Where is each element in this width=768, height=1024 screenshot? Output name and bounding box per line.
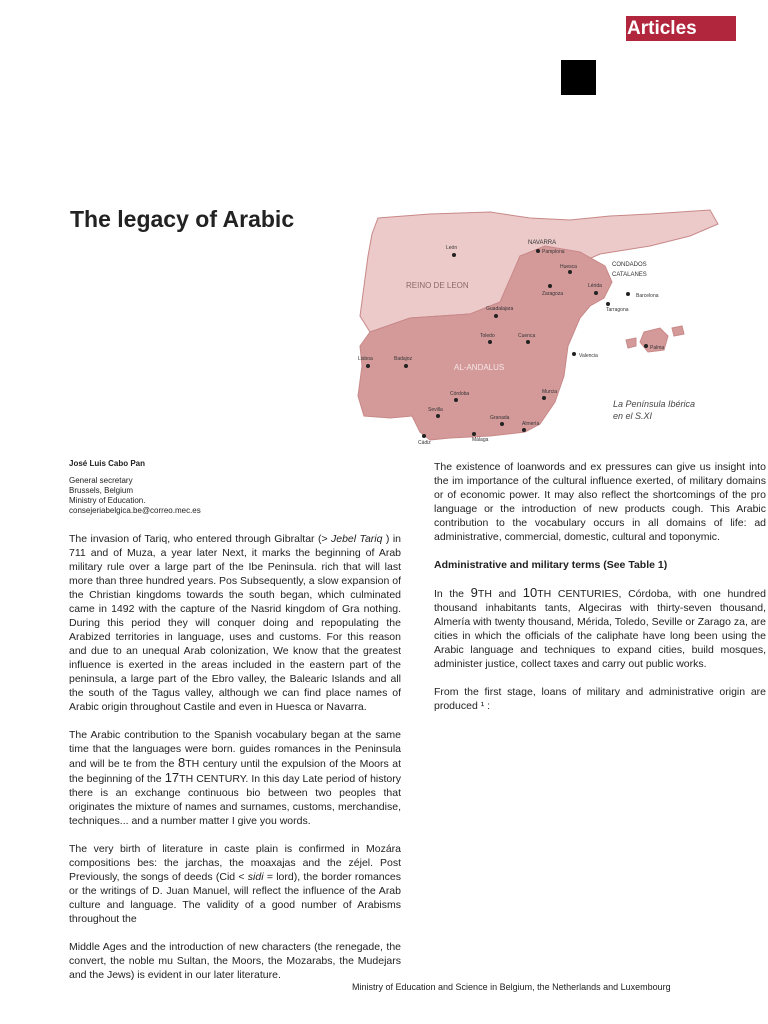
right-column [434, 460, 766, 727]
page-footer: Ministry of Education and Science in Belgium, the Netherlands and Luxembourg [352, 982, 671, 992]
article-title: The legacy of Arabic [70, 206, 295, 232]
left-column [69, 532, 401, 996]
paragraph: In the 9TH and 10TH CENTURIES, Córdoba, with one hundred thousand inhabitants tants, Algeciras with thirty-seven thousand, Almería with twenty thousand, Mérida, Toledo, Seville or Zarago za, are cities in which the officials of the caliphate have long been using the Arabic language and techniques to expand cities, build mosques, administer justice, collect taxes and carry out public works. [434, 585, 766, 670]
city-valencia [572, 352, 598, 359]
svg-text:Sevilla: Sevilla [428, 407, 443, 413]
svg-text:Murcia: Murcia [542, 389, 558, 395]
author-email: consejeriabelgica.be@correo.mec.es [69, 506, 201, 515]
svg-text:Badajoz: Badajoz [394, 356, 413, 362]
svg-text:Almería: Almería [522, 421, 540, 427]
city-almeria [522, 421, 539, 432]
svg-text:Málaga: Málaga [472, 437, 489, 443]
paragraph: From the first stage, loans of military and administrative origin are produced ¹ : [434, 686, 766, 712]
svg-text:Lérida: Lérida [588, 283, 602, 289]
region-label-leon: REINO DE LEON [406, 281, 469, 290]
author-block [69, 459, 201, 516]
paragraph: The existence of loanwords and ex pressures can give us insight into the im importance of the cultural influence exerted, of military domains or of economic power. It may also reflect the shortcomings of the pro language or the introduction of new products cough. This Arabic contribution to the vocabulary occurs in all domains of life: ad administrative, commercial, domestic, cultural and toponymic. [434, 461, 766, 543]
city-barcelona [626, 292, 659, 299]
svg-text:Pamplona: Pamplona [542, 249, 565, 255]
paragraph: The very birth of literature in caste plain is confirmed in Mozára compositions bes: the jarchas, the moaxajas and the zéjel. Post Previously, the songs of deeds (Cid < sidi = lord), the border romances or the writings of D. Juan Manuel, will reflect the influence of the Arab culture and language. The validity of a good number of Arabisms throughout the [69, 843, 401, 925]
svg-text:Barcelona: Barcelona [636, 293, 659, 299]
region-label-andalus: AL-ANDALUS [454, 363, 505, 372]
section-subheading: Administrative and military terms (See Table 1) [434, 559, 668, 571]
author-location: Brussels, Belgium [69, 486, 134, 495]
paragraph: The invasion of Tariq, who entered through Gibraltar (> Jebel Tariq ) in 711 and of Muza, a year later Next, it marks the beginning of Arab military rule over a large part of the Ibe Peninsula. rich that will last more than three hundred years. Pos Subsequently, a slow expansion of the Christian kingdoms towards the south began, which culminated came in 1492 with the capture of the Nasrid kingdom of Gra nothing. During this period they will conquer doing and repopulating the Arabized territories in language, uses and customs. For this reason and due to an unequal Arab colonization, We know that the greatest influence is exerted in the areas included in the eastern part of the peninsula, a large part of the Ebro valley, the Balearic Islands and all the south of the Tagus valley, although we can find place names of Arabic origin throughout Castile and even in Huesca or Navarra. [69, 533, 401, 713]
city-tarragona [606, 302, 629, 313]
svg-text:León: León [446, 245, 458, 251]
svg-text:Guadalajara: Guadalajara [486, 306, 514, 312]
region-label-condados-2: CATALANES [612, 272, 647, 278]
svg-text:Lisboa: Lisboa [358, 356, 373, 362]
decorative-square [561, 60, 596, 95]
section-badge: Articles [626, 16, 736, 41]
region-label-condados-1: CONDADOS [612, 262, 647, 268]
map-caption-line1: La Península Ibérica [613, 399, 696, 409]
svg-text:Cádiz: Cádiz [418, 440, 431, 446]
author-name: José Luis Cabo Pan [69, 459, 146, 468]
author-role: General secretary [69, 476, 133, 485]
author-ministry: Ministry of Education. [69, 496, 146, 505]
svg-text:Granada: Granada [490, 415, 510, 421]
iberia-map [350, 206, 720, 446]
svg-text:Palma: Palma [650, 345, 665, 351]
paragraph: The Arabic contribution to the Spanish vocabulary began at the same time that the languages were born. guides romances in the Peninsula and will be te from the 8TH century until the expulsion of the Moors at the beginning of the 17TH CENTURY. In this day Late period of history there is an exchange continuous bio between two peoples that originates the mixture of names and surnames, customs, merchandise, techniques... and a number matter I give you words. [69, 729, 401, 827]
svg-text:Tarragona: Tarragona [606, 307, 629, 313]
svg-text:Córdoba: Córdoba [450, 391, 470, 397]
svg-text:Cuenca: Cuenca [518, 333, 536, 339]
map-caption-line2: en el S.XI [613, 411, 653, 421]
svg-text:Valencia: Valencia [579, 353, 598, 359]
svg-text:Toledo: Toledo [480, 333, 495, 339]
region-label-navarra: NAVARRA [528, 240, 557, 246]
svg-text:Zaragoza: Zaragoza [542, 291, 564, 297]
svg-text:Huesca: Huesca [560, 264, 577, 270]
paragraph: Middle Ages and the introduction of new characters (the renegade, the convert, the noble mu Sultan, the Moors, the Mozarabs, the Mudejars and the Jews) is evident in our later literature. [69, 941, 401, 981]
